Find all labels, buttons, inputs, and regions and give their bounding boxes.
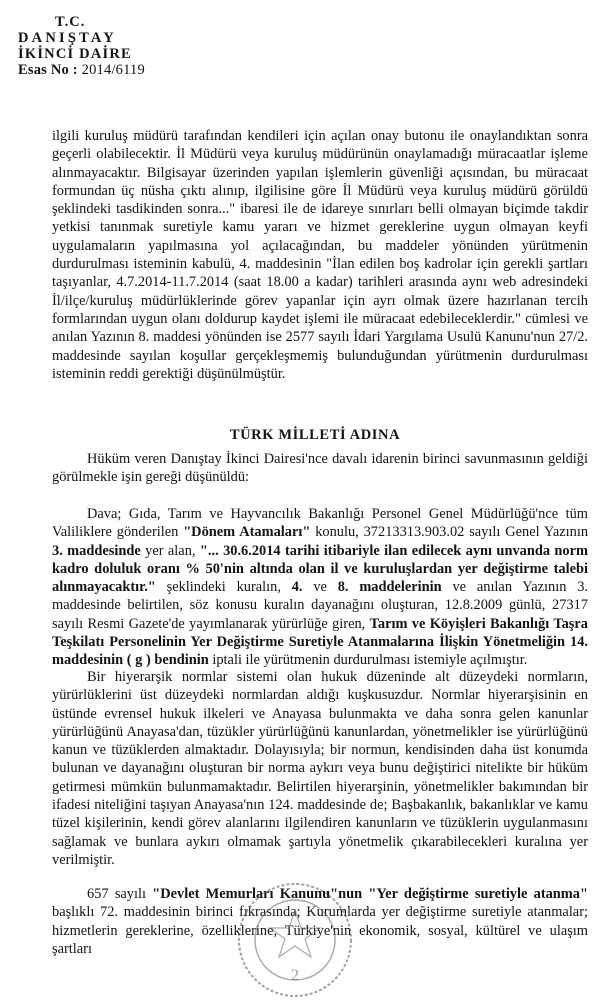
paragraph-case-subject bbox=[52, 505, 588, 670]
bold-run: "Dönem Atamaları" bbox=[183, 524, 311, 541]
paragraph-norm-hierarchy: Bir hiyerarşik normlar sistemi olan hukuk düzeninde alt düzeydeki normların, yürürlüklerini üst düzeydeki normlardan aldığı kuşkusuzdur. Normlar hiyerarşisinin en üstünde evrensel hukuk ilkeleri ve Anayasa bulunmakta ve daha sonra gelen kanunlar yürürlüğünü Anayasa'dan, tüzükler yürürlüğünü kanunlardan, yönetmelikler ise yürürlüğünü kanun ve tüzüklerden almaktadır. Dolayısıyla; bir normun, kendisinden daha üst konumda bulunan ve dayanağını oluşturan bir norma aykırı veya bunu değiştirici nitelikte bir hüküm getirmesi mümkün bulunmamaktadır. Belirtilen hiyerarşinin, yönetmelikler bakımından bir ifadesi niteliğini taşıyan Anayasa'nın 124. maddesinde de; Başbakanlık, bakanlıklar ve kamu tüzel kişilerinin, kendi görev alanlarını ilgilendiren kanunların ve tüzüklerin uygulanmasını sağlamak ve bunlara aykırı olmamak şartıyla yönetmelik çıkarabilecekleri kuralına yer verilmiştir. bbox=[52, 669, 588, 868]
text-run: ve anılan Yazının 3. maddesinde belirtilen, söz konusu kuralın dayanağını oluşturan, 12.8.2009 günlü, 27317 sayılı Resmi Gazete'de yayımlanarak yürürlüğe giren, bbox=[52, 579, 588, 632]
bold-run: Tarım ve Köyişleri Bakanlığı Taşra Teşkilatı Personelinin Yer Değiştirme Suretiyle Atanmalarına İlişkin Yönetmeliğin 14. maddesinin ( g ) bendinin bbox=[52, 615, 588, 669]
official-seal-stamp bbox=[235, 880, 355, 1000]
bold-run: 4. bbox=[291, 579, 303, 596]
court-header bbox=[18, 14, 318, 78]
paragraph-continuation: ilgili kuruluş müdürü tarafından kendileri için açılan onay butonu ile onaylandıktan sonra geçerli olabilecektir. İl Müdürü veya kuruluş müdürünün onaylamadığı müracaatlar işleme alınmayacaktır. Bilgisayar üzerinden yapılan işlemlerin güvenliği açısından, bu müracaat formundan üç nüsha çıktı alınıp, ilgilisine göre İl Müdürü veya kuruluş müdürü görüldü şeklindeki tasdikinden sonra..." ibaresi ile de idareye sınırları belli olmayan biçimde takdir yetkisi tanınmak suretiyle kamu yararı ve hizmet gereklerine uygun olmayan keyfi uygulamaların yapılmasına yol açılacağından, bu maddeler yönünden yürütmenin durdurulması isteminin kabulü, 4. maddesinin "İlan edilen boş kadrolar için gerekli şartları taşıyanlar, 4.7.2014-11.7.2014 (saat 18.00 a kadar) tarihleri arasında aynı web adresindeki İl/ilçe/kuruluş müdürlüklerinde görev yapanlar için ayrı olmak üzere hazırlanan tercih formlarından uygun olanı doldurup kaydet işlemi ile müracaat edebileceklerdir." cümlesi ve anılan Yazının 8. maddesi yönünden ise 2577 sayılı İdari Yargılama Usulü Kanunu'nun 27/2. maddesinde sayılan koşullar gerçekleşmemiş bulunduğundan yürütmenin durdurulması isteminin reddi gerektiği düşünülmüştür. bbox=[52, 128, 588, 382]
header-tc: T.C. bbox=[55, 14, 86, 30]
seal-star-icon bbox=[270, 910, 320, 957]
header-court-name: DANIŞTAY bbox=[18, 30, 117, 46]
text-run: iptali ile yürütmenin durdurulması istemiyle açılmıştır. bbox=[208, 652, 528, 669]
bold-run: "Devlet Memurları Kanunu"nun "Yer değiştirme suretiyle atanma" bbox=[152, 886, 588, 902]
case-number-label: Esas No : bbox=[18, 62, 78, 78]
text-run: yer alan, bbox=[140, 542, 200, 559]
text-run: konulu, 37213313.903.02 sayılı Genel Yazının bbox=[310, 524, 589, 541]
bold-run: "... 30.6.2014 tarihi itibariyle ilan edilecek aynı unvanda norm kadro doluluk oranı % 50'nin altında olan il ve kuruluşlardan yer değiştirme talebi alınmayacaktır." bbox=[52, 542, 589, 596]
header-department: İKİNCİ DAİRE bbox=[18, 46, 132, 62]
text-run: Dava; Gıda, Tarım ve Hayvancılık Bakanlığı Personel Genel Müdürlüğü'nce tüm Valiliklere gönderilen bbox=[52, 506, 588, 541]
section-title: TÜRK MİLLETİ ADINA bbox=[229, 427, 401, 443]
paragraph-intro: Hüküm veren Danıştay İkinci Dairesi'nce davalı idarenin birinci savunmasının geldiği görülmekle işin gereği düşünüldü: bbox=[52, 451, 588, 486]
case-number-value: 2014/6119 bbox=[81, 62, 145, 78]
text-run: 657 sayılı bbox=[87, 886, 153, 902]
seal-number: 2 bbox=[291, 967, 299, 984]
bold-run: 8. maddelerinin bbox=[337, 579, 442, 596]
text-run: şeklindeki kuralın, bbox=[155, 579, 292, 596]
text-run: başlıklı 72. maddesinin birinci fıkrasında; Kurumlarda yer değiştirme suretiyle atanmalar; hizmetlerin gereklerine, özelliklerine, Türkiye'nin ekonomik, sosyal, kültürel ve ulaşım şartları bbox=[52, 904, 588, 957]
bold-run: 3. maddesinde bbox=[52, 542, 141, 559]
case-number bbox=[18, 62, 318, 78]
text-run: ve bbox=[302, 579, 338, 596]
